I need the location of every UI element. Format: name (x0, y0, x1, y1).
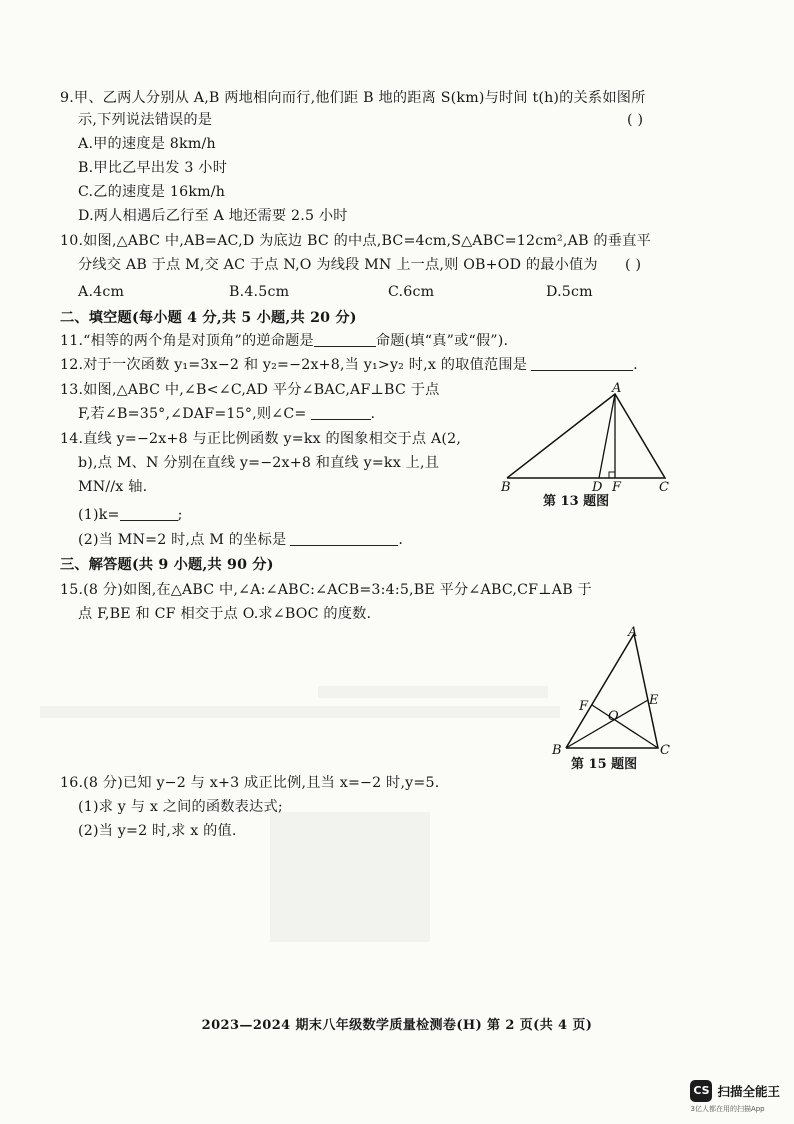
q10-option-c: C.6cm (388, 284, 435, 300)
label-a: A (612, 382, 622, 396)
q11-text (60, 331, 508, 351)
q13-line2 (78, 404, 375, 424)
figure-13-caption: 第 13 题图 (543, 494, 610, 509)
q14-sub1-end: ; (177, 507, 183, 523)
scanner-brand-name: 扫描全能王 (717, 1084, 780, 1099)
q9-option-d: D.两人相遇后乙行至 A 地还需要 2.5 小时 (78, 208, 348, 224)
q16-sub1: (1)求 y 与 x 之间的函数表达式; (78, 799, 283, 815)
q12-answer-blank[interactable] (531, 356, 633, 371)
q14-sub2-stem: (2)当 MN=2 时,点 M 的坐标是 (78, 532, 287, 548)
q14-line1: 14.直线 y=−2x+8 与正比例函数 y=kx 的图象相交于点 A(2, (60, 431, 462, 447)
q9-answer-paren: ( ) (627, 112, 644, 128)
q16-sub2: (2)当 y=2 时,求 x 的值. (78, 823, 237, 839)
q10-option-d: D.5cm (546, 284, 593, 300)
q14-sub2-end: . (398, 532, 404, 548)
triangle-abc (507, 394, 665, 478)
q11-answer-blank[interactable] (314, 332, 376, 347)
label-b: B (501, 480, 511, 494)
q14-sub1-blank[interactable] (120, 506, 178, 521)
figure-13 (495, 382, 685, 494)
q12-stem: 12.对于一次函数 y₁=3x−2 和 y₂=−2x+8,当 y₁>y₂ 时,x 的取值范围是 (60, 357, 528, 373)
q10-answer-paren: ( ) (625, 257, 642, 273)
label-e: E (649, 693, 659, 708)
q9-line1: 9.甲、乙两人分别从 A,B 两地相向而行,他们距 B 地的距离 S(km)与时间 t(h)的关系如图所 (60, 90, 646, 106)
label-c: C (660, 743, 670, 758)
scanner-brand-row (690, 1080, 780, 1102)
q13-stem: F,若∠B=35°,∠DAF=15°,则∠C= (78, 406, 307, 422)
section-2-heading: 二、填空题(每小题 4 分,共 5 小题,共 20 分) (60, 310, 357, 326)
q10-line1: 10.如图,△ABC 中,AB=AC,D 为底边 BC 的中点,BC=4cm,S△ABC=12cm²,AB 的垂直平 (60, 233, 651, 249)
figure-15-caption: 第 15 题图 (571, 757, 638, 772)
q10-line2: 分线交 AB 于点 M,交 AC 于点 N,O 为线段 MN 上一点,则 OB+OD 的最小值为 (78, 257, 598, 273)
q9-option-b: B.甲比乙早出发 3 小时 (78, 160, 228, 176)
q13-end: . (370, 406, 376, 422)
label-d: D (592, 480, 603, 494)
bleed-through-grid (270, 812, 430, 942)
label-f: F (612, 480, 622, 494)
q14-sub1 (78, 505, 183, 525)
q14-line2: b),点 M、N 分别在直线 y=−2x+8 和直线 y=kx 上,且 (78, 455, 440, 471)
q9-option-c: C.乙的速度是 16km/h (78, 184, 226, 200)
section-3-heading: 三、解答题(共 9 小题,共 90 分) (60, 557, 274, 573)
q9-option-a: A.甲的速度是 8km/h (78, 136, 216, 152)
page-footer: 2023—2024 期末八年级数学质量检测卷(H) 第 2 页(共 4 页) (201, 1018, 593, 1033)
q9-line2: 示,下列说法错误的是 (78, 112, 213, 128)
figure-15 (548, 622, 678, 758)
label-o: O (608, 709, 619, 724)
q14-line3: MN//x 轴. (78, 479, 148, 495)
q11-suffix: 命题(填“真”或“假”). (375, 333, 509, 349)
right-angle-mark (609, 472, 615, 478)
q12-text (60, 355, 638, 375)
q16-line1: 16.(8 分)已知 y−2 与 x+3 成正比例,且当 x=−2 时,y=5. (60, 775, 440, 791)
q15-line1: 15.(8 分)如图,在△ABC 中,∠A:∠ABC:∠ACB=3:4:5,BE 平分∠ABC,CF⊥AB 于 (60, 582, 592, 598)
triangle-abc (566, 634, 658, 748)
scanner-tagline: 3亿人都在用的扫描App (690, 1105, 765, 1113)
label-f: F (579, 699, 589, 714)
q12-end: . (633, 357, 638, 373)
bleed-through-mark (318, 686, 548, 698)
q15-line2: 点 F,BE 和 CF 相交于点 O.求∠BOC 的度数. (78, 606, 372, 622)
bleed-through-mark (40, 706, 560, 718)
q14-sub2-blank[interactable] (290, 531, 398, 546)
q14-sub2 (78, 530, 403, 550)
label-a: A (628, 625, 638, 640)
label-c: C (659, 480, 669, 494)
label-b: B (552, 743, 562, 758)
segment-ad (599, 394, 615, 478)
scanner-watermark (690, 1080, 780, 1114)
q11-prefix: 11.“相等的两个角是对顶角”的逆命题是 (60, 333, 314, 349)
q13-line1: 13.如图,△ABC 中,∠B<∠C,AD 平分∠BAC,AF⊥BC 于点 (60, 382, 440, 398)
q10-option-a: A.4cm (78, 284, 125, 300)
q10-option-b: B.4.5cm (229, 284, 290, 300)
q14-sub1-stem: (1)k= (78, 507, 120, 523)
q13-answer-blank[interactable] (311, 405, 371, 420)
camscanner-logo-icon: CS (690, 1080, 712, 1102)
